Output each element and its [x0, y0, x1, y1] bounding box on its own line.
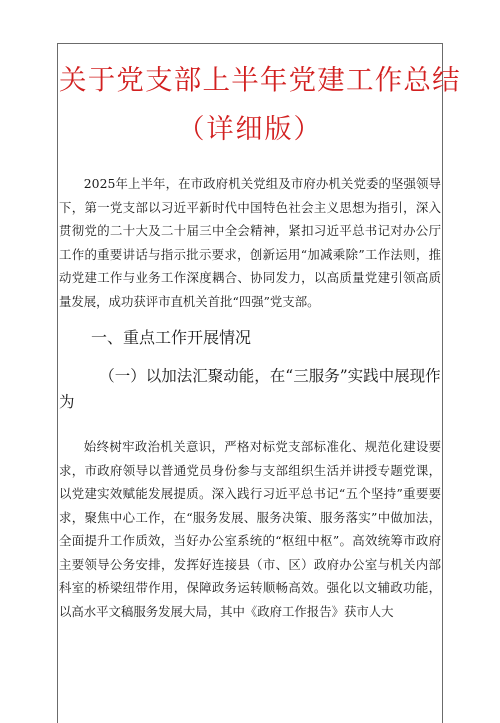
document-title: 关于党支部上半年党建工作总结	[59, 64, 461, 96]
section-heading: 一、重点工作开展情况	[91, 328, 252, 347]
subsection-heading: （一）以加法汇聚动能，在“三服务”实践中展现作为	[59, 367, 441, 411]
document-subtitle: （详细版）	[177, 114, 323, 145]
paragraph-intro: 2025年上半年，在市政府机关党组及市府办机关党委的坚强领导下，第一党支部以习近平新时代中国特色社会主义思想为指引，深入贯彻党的二十大及二十届三中全会精神，紧扣习近平总书记对办公厅工作的重要讲话与指示批示要求，创新运用“加减乘除”工作法则，推动党建工作与业务工作深度耦合、协同发力，以高质量党建引领高质量发展，成功获评市直机关首批“四强”党支部。	[59, 176, 441, 309]
paragraph-body: 始终树牢政治机关意识，严格对标党支部标准化、规范化建设要求，市政府领导以普通党员身份参与支部组织生活并讲授专题党课，以党建实效赋能发展提质。深入践行习近平总书记“五个坚持”重要要求，聚焦中心工作，在“服务发展、服务决策、服务落实”中做加法，全面提升工作质效，当好办公室系统的“枢纽中枢”。高效统筹市政府主要领导公务安排，发挥好连接县（市、区）政府办公室与机关内部科室的桥梁纽带作用，保障政务运转顺畅高效。强化以文辅政功能，以高水平文稿服务发展大局，其中《政府工作报告》获市人大	[59, 439, 441, 619]
document-body	[59, 60, 461, 623]
